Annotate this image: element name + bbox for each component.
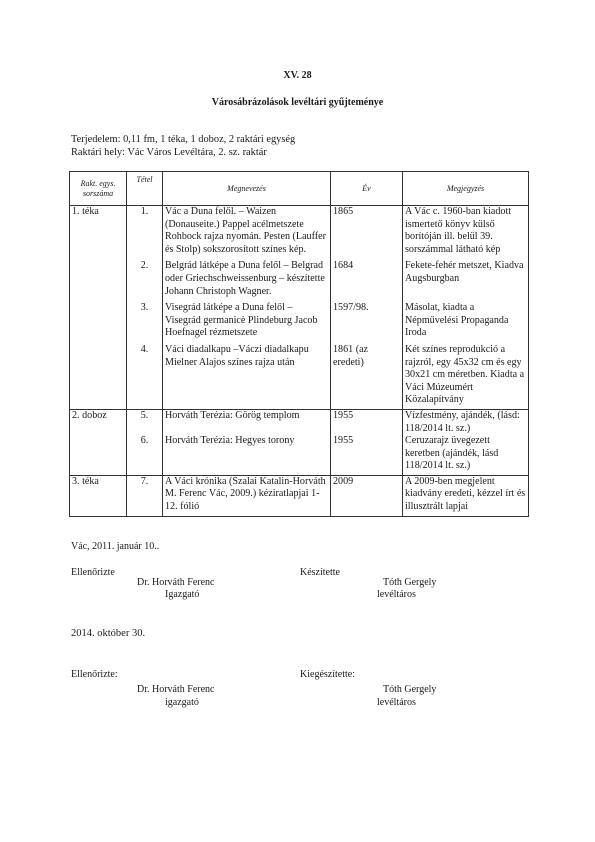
table-row <box>70 256 529 298</box>
unit-cell: 2. doboz <box>70 409 127 435</box>
item-cell: 1. <box>127 206 163 257</box>
checked-role-2: igazgató <box>165 697 199 708</box>
name-cell: Váci diadalkapu –Váczi diadalkapu Mielner Alajos színes rajza után <box>163 340 331 409</box>
unit-cell <box>70 298 127 340</box>
table-header-row <box>70 172 529 206</box>
name-cell: Visegrád látképe a Duna felől – Visegrád germanicè Plindeburg Jacob Hoefnagel rézmetszete <box>163 298 331 340</box>
unit-cell: 1. téka <box>70 206 127 257</box>
sign-date-1: Vác, 2011. január 10.. <box>71 541 160 552</box>
year-cell: 1865 <box>331 206 403 257</box>
completed-role-2: levéltáros <box>377 697 416 708</box>
checked-label-2: Ellenőrizte: <box>71 669 118 680</box>
unit-cell <box>70 435 127 475</box>
year-cell: 2009 <box>331 475 403 516</box>
prepared-label-1: Készítette <box>300 567 340 578</box>
header-unit: Rakt. egys. sorszáma <box>70 172 127 206</box>
notes-cell: Két színes reprodukció a rajzról, egy 45x32 cm és egy 30x21 cm méretben. Kiadta a Váci Múzeumért Közalapítvány <box>403 340 529 409</box>
name-cell: Belgrád látképe a Duna felől – Belgrad oder Griechschweissenburg – készítette Johann Christoph Wagner. <box>163 256 331 298</box>
table-row <box>70 475 529 516</box>
prepared-name-1: Tóth Gergely <box>383 577 437 588</box>
header-name: Megnevezés <box>163 172 331 206</box>
name-cell: Vác a Duna felől. – Waizen (Donauseite.) Pappel acélmetszete Rohbock rajza nyomán. Pesten (Lauffer és Stolp) sokszorosított színes kép. <box>163 206 331 257</box>
checked-name-2: Dr. Horváth Ferenc <box>137 684 215 695</box>
year-cell: 1597/98. <box>331 298 403 340</box>
item-cell: 4. <box>127 340 163 409</box>
prepared-role-1: levéltáros <box>377 589 416 600</box>
notes-cell: A Vác c. 1960-ban kiadott ismertető könyv külső borítóján ill. belül 39. sorszámmal látható kép <box>403 206 529 257</box>
year-cell: 1955 <box>331 409 403 435</box>
item-cell: 3. <box>127 298 163 340</box>
notes-cell: Vízfestmény, ajándék, (lásd: 118/2014 lt. sz.) <box>403 409 529 435</box>
item-cell: 7. <box>127 475 163 516</box>
year-cell: 1955 <box>331 435 403 475</box>
unit-cell: 3. téka <box>70 475 127 516</box>
table-row <box>70 435 529 475</box>
document-code: XV. 28 <box>283 70 312 81</box>
notes-cell: A 2009-ben megjelent kiadvány eredeti, kézzel írt és illusztrált lapjai <box>403 475 529 516</box>
checked-name-1: Dr. Horváth Ferenc <box>137 577 215 588</box>
checked-label-1: Ellenőrizte <box>71 567 115 578</box>
notes-cell: Másolat, kiadta a Népművelési Propaganda Iroda <box>403 298 529 340</box>
inventory-table <box>69 171 529 517</box>
name-cell: A Váci krónika (Szalai Katalin-Horváth M. Ferenc Vác, 2009.) kéziratlapjai 1-12. fólió <box>163 475 331 516</box>
table-row <box>70 409 529 435</box>
item-cell: 2. <box>127 256 163 298</box>
notes-cell: Fekete-fehér metszet, Kiadva Augsburgban <box>403 256 529 298</box>
completed-name-2: Tóth Gergely <box>383 684 437 695</box>
notes-cell: Ceruzarajz üvegezett keretben (ajándék, lásd 118/2014 lt. sz.) <box>403 435 529 475</box>
year-cell: 1861 (az eredeti) <box>331 340 403 409</box>
item-cell: 6. <box>127 435 163 475</box>
header-notes: Megjegyzés <box>403 172 529 206</box>
location-line: Raktári hely: Vác Város Levéltára, 2. sz. raktár <box>71 147 267 158</box>
header-item: Tétel <box>127 172 163 206</box>
checked-role-1: Igazgató <box>165 589 200 600</box>
sign-date-2: 2014. október 30. <box>71 628 146 639</box>
header-year: Év <box>331 172 403 206</box>
extent-line: Terjedelem: 0,11 fm, 1 téka, 1 doboz, 2 raktári egység <box>71 134 296 145</box>
item-cell: 5. <box>127 409 163 435</box>
year-cell: 1684 <box>331 256 403 298</box>
name-cell: Horváth Terézia: Hegyes torony <box>163 435 331 475</box>
document-title: Városábrázolások levéltári gyűjteménye <box>211 97 384 108</box>
table-row <box>70 340 529 409</box>
name-cell: Horváth Terézia: Görög templom <box>163 409 331 435</box>
table-row <box>70 206 529 257</box>
table-row <box>70 298 529 340</box>
completed-label-2: Kiegészítette: <box>300 669 355 680</box>
unit-cell <box>70 256 127 298</box>
unit-cell <box>70 340 127 409</box>
